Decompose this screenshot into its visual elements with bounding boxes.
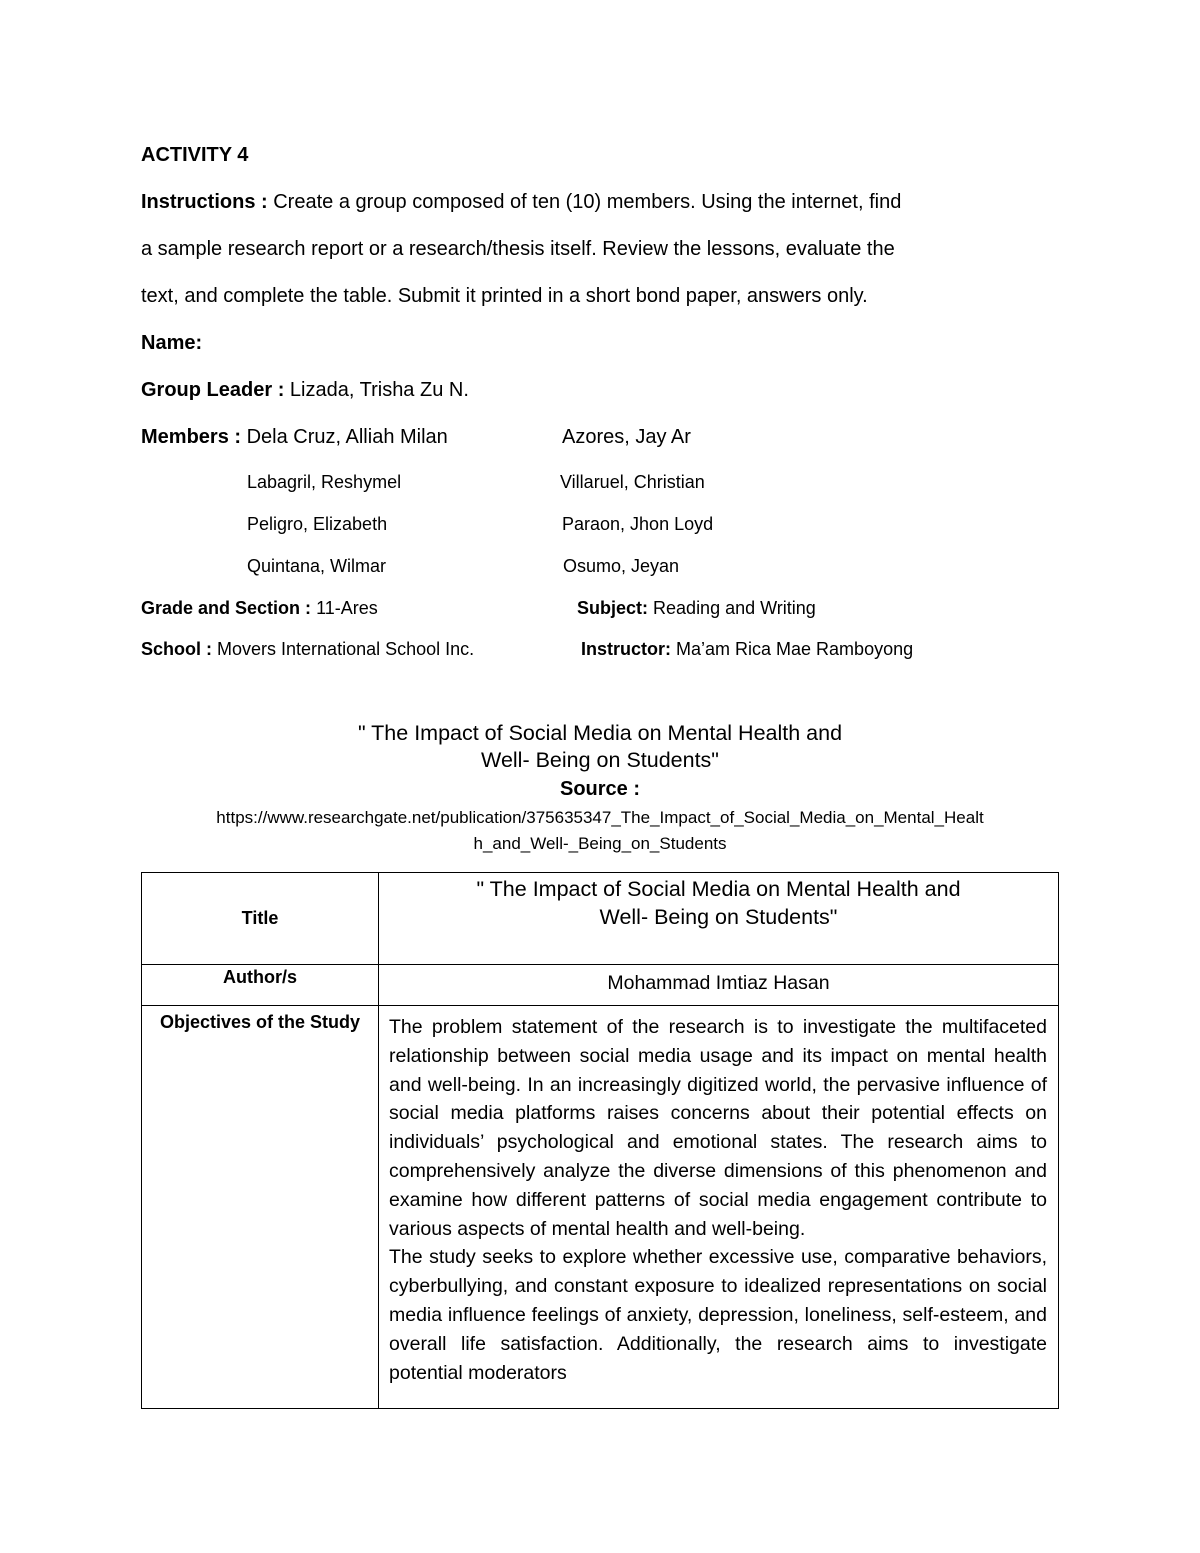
member-name: Osumo, Jeyan (563, 556, 680, 576)
source-url-line-2: h_and_Well-_Being_on_Students (473, 834, 727, 853)
instructions-text-1: Create a group composed of ten (10) members. Using the internet, find (273, 191, 902, 213)
author-value-cell (379, 965, 1059, 1006)
member-name: Paraon, Jhon Loyd (562, 514, 714, 534)
grade-section-value: 11-Ares (316, 598, 378, 618)
school-row (141, 639, 474, 660)
grade-section-row (141, 598, 378, 619)
instructor-value: Ma’am Rica Mae Ramboyong (676, 639, 914, 659)
author-label-cell (142, 965, 379, 1006)
grade-section-label: Grade and Section : (141, 598, 312, 618)
author-value: Mohammad Imtiaz Hasan (607, 972, 830, 994)
source-url-line-1: https://www.researchgate.net/publication/375635347_The_Impact_of_Social_Media_on_Mental_Healt (216, 808, 984, 827)
source-label: Source : (559, 778, 641, 800)
members-row (141, 426, 448, 449)
title-value-line-1: " The Impact of Social Media on Mental Health and (476, 877, 961, 901)
title-label: Title (241, 908, 279, 928)
name-label: Name: (141, 332, 203, 354)
members-label: Members : (141, 426, 242, 448)
member-name: Labagril, Reshymel (247, 472, 402, 492)
member-name: Dela Cruz, Alliah Milan (246, 426, 448, 448)
instructor-row (581, 639, 913, 660)
research-title-line-1: " The Impact of Social Media on Mental Health and (357, 721, 843, 745)
member-name: Quintana, Wilmar (247, 556, 387, 576)
activity-heading: ACTIVITY 4 (141, 144, 249, 166)
instructions-label: Instructions : (141, 191, 268, 213)
instructor-label: Instructor: (581, 639, 671, 659)
author-label: Author/s (223, 967, 297, 987)
table-row (142, 965, 1059, 1006)
school-label: School : (141, 639, 212, 659)
member-name: Azores, Jay Ar (562, 426, 691, 448)
title-value-line-2: Well- Being on Students" (599, 905, 838, 929)
title-value-cell (379, 873, 1059, 965)
title-label-cell (142, 873, 379, 965)
subject-value: Reading and Writing (653, 598, 816, 618)
research-title-line-2: Well- Being on Students" (481, 748, 719, 772)
subject-label: Subject: (577, 598, 649, 618)
group-leader-value: Lizada, Trisha Zu N. (289, 379, 469, 401)
objectives-label: Objectives of the Study (159, 1012, 361, 1032)
member-name: Villaruel, Christian (560, 472, 705, 492)
objectives-label-cell (142, 1006, 379, 1409)
objectives-text (379, 1006, 1058, 1387)
objectives-paragraph-2: The study seeks to explore whether excessive use, comparative behaviors, cyberbullying, and constant exposure to idealized representations on social media influence feelings of anxiety, depression, loneliness, self-esteem, and overall life satisfaction. Additionally, the research aims to investigate potential moderators (389, 1246, 1047, 1384)
subject-row (577, 598, 816, 619)
objectives-paragraph-1: The problem statement of the research is to investigate the multifaceted relationship between social media usage and its impact on mental health and well-being. In an increasingly digitized world, the pervasive influence of social media platforms raises concerns about their potential effects on individuals’ psychological and emotional states. The research aims to comprehensively analyze the diverse dimensions of this phenomenon and examine how different patterns of social media engagement contribute to various aspects of mental health and well-being. (389, 1016, 1047, 1240)
table-row (142, 1006, 1059, 1409)
group-leader-label: Group Leader : (141, 379, 285, 401)
member-name: Peligro, Elizabeth (247, 514, 388, 534)
instructions-line-1 (141, 191, 901, 214)
objectives-value-cell (379, 1006, 1059, 1409)
school-value: Movers International School Inc. (217, 639, 475, 659)
group-leader-row (141, 379, 469, 402)
table-row (142, 873, 1059, 965)
evaluation-table (141, 872, 1059, 1409)
instructions-line-2: a sample research report or a research/thesis itself. Review the lessons, evaluate the (141, 238, 895, 260)
instructions-line-3: text, and complete the table. Submit it printed in a short bond paper, answers only. (141, 285, 868, 307)
